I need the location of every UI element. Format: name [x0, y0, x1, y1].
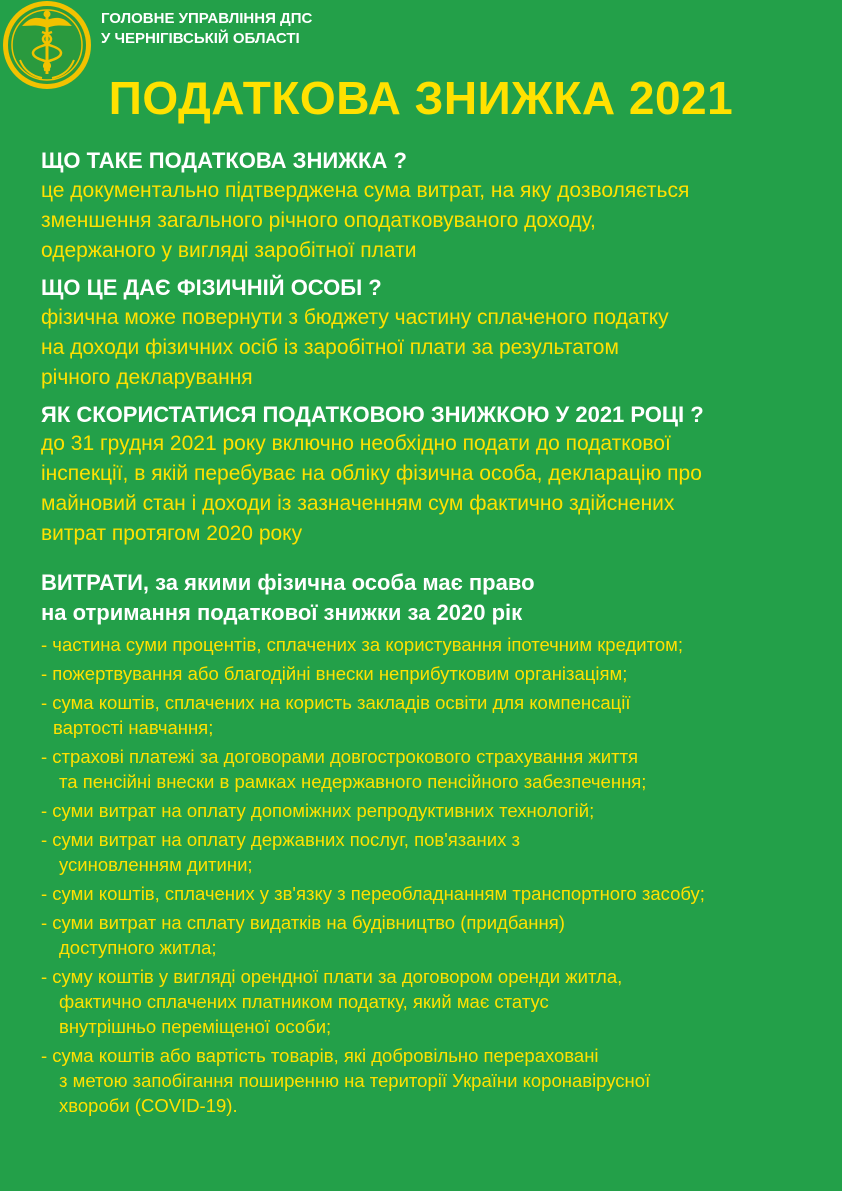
expenses-list	[41, 632, 841, 1122]
list-item	[41, 964, 841, 1039]
list-item-continuation: з метою запобігання поширенню на території України коронавірусної	[59, 1070, 651, 1091]
organization-name	[101, 9, 312, 49]
list-item-line: - суми коштів, сплачених у зв'язку з переобладнанням транспортного засобу;	[41, 883, 705, 904]
text-line: це документально підтверджена сума витрат, на яку дозволяється	[41, 179, 690, 202]
list-item-continuation: доступного житла;	[59, 937, 217, 958]
text-line: на доходи фізичних осіб із заробітної плати за результатом	[41, 336, 619, 359]
list-item-continuation: та пенсійні внески в рамках недержавного пенсійного забезпечення;	[59, 771, 647, 792]
list-item-line: - суму коштів у вигляді орендної плати за договором оренди житла,	[41, 966, 623, 987]
list-item-line: - сума коштів, сплачених на користь закладів освіти для компенсації	[41, 692, 631, 713]
list-item-line: - суми витрат на оплату державних послуг, пов'язаних з	[41, 829, 520, 850]
expenses-heading-line-2: на отримання податкової знижки за 2020 рік	[41, 600, 523, 625]
list-item	[41, 632, 841, 657]
list-item	[41, 1043, 841, 1118]
section-text-benefit	[41, 303, 669, 393]
expenses-heading-line-1: ВИТРАТИ, за якими фізична особа має право	[41, 570, 535, 595]
list-item-line: - страхові платежі за договорами довгострокового страхування життя	[41, 746, 639, 767]
list-item-continuation: внутрішньо переміщеної особи;	[59, 1016, 332, 1037]
text-line: зменшення загального річного оподатковуваного доходу,	[41, 209, 596, 232]
list-item	[41, 881, 841, 906]
list-item-line: - суми витрат на сплату видатків на будівництво (придбання)	[41, 912, 565, 933]
list-item-line: - пожертвування або благодійні внески неприбутковим організаціям;	[41, 663, 628, 684]
text-line: фізична може повернути з бюджету частину сплаченого податку	[41, 306, 669, 329]
list-item	[41, 910, 841, 960]
list-item	[41, 798, 841, 823]
expenses-heading	[41, 568, 535, 628]
list-item	[41, 827, 841, 877]
list-item-continuation: фактично сплачених платником податку, який має статус	[59, 991, 549, 1012]
text-line: інспекції, в якій перебуває на обліку фізична особа, декларацію про	[41, 462, 702, 485]
list-item-continuation: усиновленням дитини;	[59, 854, 253, 875]
text-line: до 31 грудня 2021 року включно необхідно подати до податкової	[41, 432, 671, 455]
list-item-line: - частина суми процентів, сплачених за користування іпотечним кредитом;	[41, 634, 684, 655]
text-line: майновий стан і доходи із зазначенням сум фактично здійснених	[41, 492, 675, 515]
section-heading-what-is: ЩО ТАКЕ ПОДАТКОВА ЗНИЖКА ?	[41, 148, 407, 173]
section-heading-benefit: ЩО ЦЕ ДАЄ ФІЗИЧНІЙ ОСОБІ ?	[41, 275, 382, 300]
section-text-how-to	[41, 429, 702, 549]
list-item-line: - сума коштів або вартість товарів, які добровільно перераховані	[41, 1045, 599, 1066]
text-line: річного декларування	[41, 366, 253, 389]
list-item-line: - суми витрат на оплату допоміжних репродуктивних технологій;	[41, 800, 595, 821]
page-title: ПОДАТКОВА ЗНИЖКА 2021	[108, 72, 734, 124]
list-item	[41, 661, 841, 686]
list-item	[41, 690, 841, 740]
list-item-continuation: хвороби (COVID-19).	[59, 1095, 238, 1116]
org-line-2: У ЧЕРНІГІВСЬКІЙ ОБЛАСТІ	[101, 30, 300, 47]
section-text-what-is	[41, 176, 689, 266]
section-heading-how-to: ЯК СКОРИСТАТИСЯ ПОДАТКОВОЮ ЗНИЖКОЮ У 2021 РОЦІ ?	[41, 402, 704, 427]
list-item-continuation: вартості навчання;	[53, 717, 214, 738]
list-item	[41, 744, 841, 794]
text-line: одержаного у вигляді заробітної плати	[41, 239, 417, 262]
org-line-1: ГОЛОВНЕ УПРАВЛІННЯ ДПС	[101, 10, 313, 27]
text-line: витрат протягом 2020 року	[41, 522, 303, 545]
